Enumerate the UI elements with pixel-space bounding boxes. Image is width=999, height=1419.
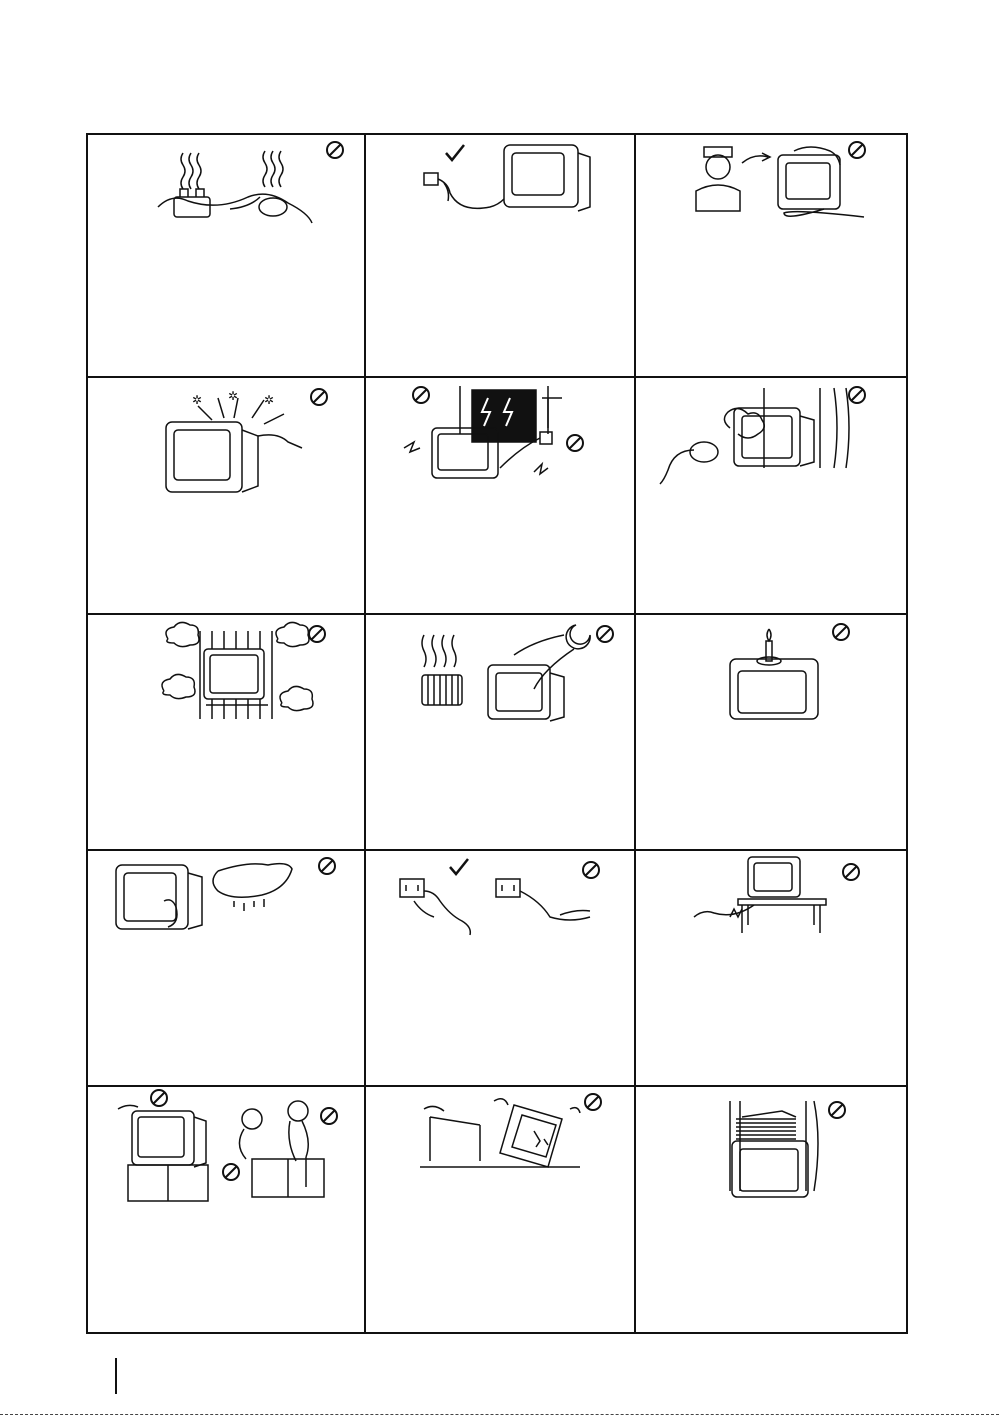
prohibited-icon <box>318 1105 340 1127</box>
panel-cleaning-with-wet-cloth <box>88 851 364 1085</box>
panel-damaged-cord <box>634 851 906 1085</box>
page-margin-bar <box>115 1358 117 1394</box>
panel-opening-back-cover <box>88 378 364 613</box>
prohibited-icon <box>308 386 330 408</box>
lightning-storm-illustration <box>364 378 634 613</box>
overheated-plugs-illustration <box>88 135 364 376</box>
candle-on-tv-illustration <box>634 615 906 849</box>
panel-tv-plugged-in <box>364 135 634 376</box>
opening-back-cover-illustration <box>88 378 364 613</box>
prohibited-icon <box>582 1091 604 1113</box>
check-icon <box>448 857 470 877</box>
prohibited-icon <box>306 623 328 645</box>
damaged-cord-illustration <box>634 851 906 1085</box>
panel-steam-and-moisture <box>634 378 906 613</box>
page-bottom-dashed-rule <box>0 1414 999 1415</box>
pulling-plug-illustration <box>364 851 634 1085</box>
prohibited-icon <box>324 139 346 161</box>
panel-unstable-stand <box>364 1087 634 1332</box>
panel-blocked-vents <box>634 1087 906 1332</box>
prohibited-icon <box>564 432 586 454</box>
panel-service-technician <box>634 135 906 376</box>
panel-overheated-plugs <box>88 135 364 376</box>
panel-pulling-plug <box>364 851 634 1085</box>
prohibited-icon <box>580 859 602 881</box>
prohibited-icon <box>316 855 338 877</box>
cleaning-with-wet-cloth-illustration <box>88 851 364 1085</box>
prohibited-icon <box>846 384 868 406</box>
svg-text:✲: ✲ <box>228 389 239 403</box>
prohibited-icon <box>826 1099 848 1121</box>
dust-and-ventilation-illustration <box>88 615 364 849</box>
heat-and-sunlight-illustration <box>364 615 634 849</box>
prohibited-icon <box>846 139 868 161</box>
prohibited-icon <box>148 1087 170 1109</box>
check-icon <box>444 143 466 163</box>
panel-heat-and-sunlight <box>364 615 634 849</box>
prohibited-icon <box>840 861 862 883</box>
panel-lightning-storm <box>364 378 634 613</box>
prohibited-icon <box>830 621 852 643</box>
steam-and-moisture-illustration <box>634 378 906 613</box>
prohibited-icon <box>410 384 432 406</box>
safety-panel-grid <box>86 133 908 1334</box>
panel-dust-and-ventilation <box>88 615 364 849</box>
panel-candle-on-tv <box>634 615 906 849</box>
prohibited-icon <box>594 623 616 645</box>
service-technician-illustration <box>634 135 906 376</box>
prohibited-icon <box>220 1161 242 1183</box>
tv-plugged-in-illustration <box>364 135 634 376</box>
blocked-vents-illustration <box>634 1087 906 1332</box>
svg-text:✲: ✲ <box>264 393 275 407</box>
svg-text:✲: ✲ <box>192 393 203 407</box>
panel-children-climbing <box>88 1087 364 1332</box>
unstable-stand-illustration <box>364 1087 634 1332</box>
